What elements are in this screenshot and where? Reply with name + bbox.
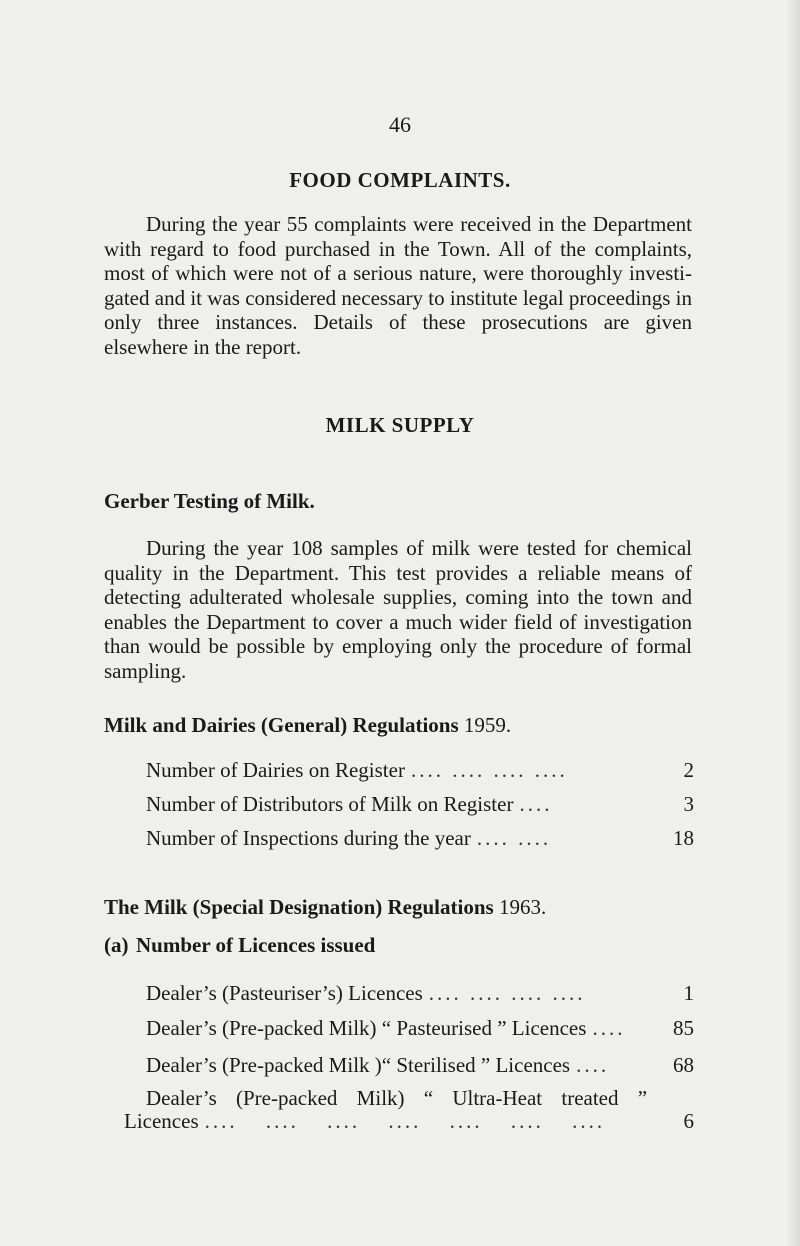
dairies-row	[146, 758, 694, 783]
row-value: 18	[673, 826, 694, 850]
licences-issued-heading	[104, 933, 375, 958]
row-label: Number of Inspections during the year	[146, 826, 471, 850]
distributors-row	[146, 792, 694, 817]
row-label: Licences	[124, 1109, 199, 1133]
row-value: 3	[683, 792, 694, 816]
dairies-regulations-heading	[104, 713, 511, 738]
special-designation-title: The Milk (Special Designation) Regulations	[104, 895, 494, 919]
ultra-heat-licences-row	[146, 1086, 694, 1111]
row-label: Number of Dairies on Register	[146, 758, 405, 782]
row-label: Dealer’s (Pre-packed Milk )“ Sterilised ” Licences	[146, 1053, 571, 1077]
ultra-heat-licences-row-continued	[124, 1109, 694, 1134]
row-value: 1	[683, 981, 694, 1005]
row-value: 85	[673, 1016, 694, 1040]
page-number: 46	[389, 112, 411, 137]
pasteurised-licences-row	[146, 1016, 694, 1041]
inspections-row	[146, 826, 694, 851]
sterilised-licences-row	[146, 1053, 694, 1078]
gerber-testing-paragraph	[104, 536, 692, 684]
gerber-testing-text: During the year 108 samples of milk were tested for chemical quality in the Department. This test provides a reliable means of detecting adulterated wholesale supplies, coming into the town and enables the Department to cover a much wider field of investigation than would be possible by employing only the procedure of formal sampling.	[104, 536, 692, 683]
row-leader-dots: .... .... .... .... .... .... ....	[204, 1109, 606, 1133]
row-leader-dots: ....	[519, 792, 553, 816]
row-value: 2	[683, 758, 694, 782]
dairies-regulations-year: 1959.	[463, 713, 512, 737]
row-label: Dealer’s (Pre-packed Milk) “ Pasteurised ” Licences	[146, 1016, 587, 1040]
row-value: 6	[683, 1109, 694, 1133]
dairies-regulations-title: Milk and Dairies (General) Regulations	[104, 713, 459, 737]
licences-issued-title: Number of Licences issued	[136, 933, 376, 957]
row-leader-dots: ....	[592, 1016, 626, 1040]
row-label: Dealer’s (Pre-packed Milk) “ Ultra-Heat treated ”	[146, 1086, 648, 1110]
special-designation-heading	[104, 895, 546, 920]
row-leader-dots: ....	[576, 1053, 610, 1077]
pasteuriser-licences-row	[146, 981, 694, 1006]
special-designation-year: 1963.	[498, 895, 547, 919]
licences-list-label: (a)	[104, 933, 129, 957]
row-leader-dots: .... .... .... ....	[428, 981, 586, 1005]
row-label: Dealer’s (Pasteuriser’s) Licences	[146, 981, 423, 1005]
gerber-testing-heading: Gerber Testing of Milk.	[104, 489, 315, 513]
food-complaints-paragraph	[104, 212, 692, 360]
row-leader-dots: .... .... .... ....	[410, 758, 568, 782]
milk-supply-title: MILK SUPPLY	[325, 413, 475, 437]
row-leader-dots: .... ....	[476, 826, 552, 850]
food-complaints-title: FOOD COMPLAINTS.	[289, 168, 511, 192]
row-label: Number of Distributors of Milk on Register	[146, 792, 514, 816]
row-value: 68	[673, 1053, 694, 1077]
food-complaints-text: During the year 55 complaints were received in the Department with regard to food purchased in the Town. All of the complaints, most of which were not of a serious nature, were thoroughly investigated and it was considered necessary to institute legal proceedings in only three instances. Details of these prosecutions are given elsewhere in the report.	[104, 212, 692, 359]
